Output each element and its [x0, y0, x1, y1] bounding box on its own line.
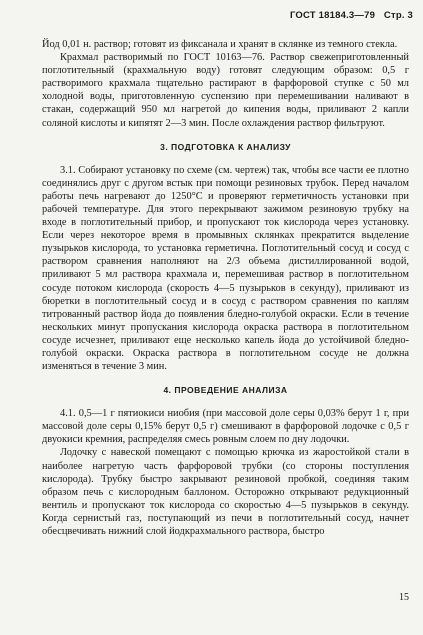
page-header	[284, 10, 413, 21]
paragraph-4-1: 4.1. 0,5—1 г пятиокиси ниобия (при массовой доле серы 0,03% берут 1 г, при массовой доле серы 0,15% берут 0,5 г) смешивают в фарфоровой лодочке с 0,5 г двуокиси кремния, распределяя смесь ровным слоем по дну лодочки.	[42, 408, 409, 446]
page-number: 15	[399, 592, 409, 603]
page-label: Стр. 3	[383, 10, 413, 21]
body-text	[42, 38, 409, 538]
section-heading-analysis: 4. ПРОВЕДЕНИЕ АНАЛИЗА	[163, 385, 288, 396]
section-heading-preparation: 3. ПОДГОТОВКА К АНАЛИЗУ	[160, 141, 291, 152]
standard-code: ГОСТ 18184.3—79	[289, 10, 376, 21]
paragraph-3-1: 3.1. Собирают установку по схеме (см. чертеж) так, чтобы все части ее плотно соединялись друг с другом встык при помощи резиновых трубок. Перед началом работы печь нагревают до 1250°С и проверяют герметичность установки при рабочей температуре. Для этого перекрывают зажимом резиновую трубку на входе в поглотительный прибор, и пропускают ток кислорода через установку. Если через некоторое время в промывных склянках прекратится выделение пузырьков кислорода, то установка герметична. Поглотительный сосуд и сосуд с раствором сравнения наполняют на 2/3 объема дистиллированной водой, приливают 5 мл раствора крахмала и, перемешивая раствор в поглотительном сосуде потоком кислорода (скорость 4—5 пузырьков в секунду), приливают из бюретки в поглотительный сосуд и в сосуд с раствором сравнения по каплям титрованный раствор йода до появления бледно-голубой окраски. Если в течение нескольких минут пропускания кислорода окраска раствора в поглотительном сосуде исчезнет, приливают еще несколько капель йода до устойчивой бледно-голубой окраски. Окраска раствора в поглотительном сосуде не должна изменяться в течение 3 мин.	[42, 164, 409, 373]
paragraph-iodine: Йод 0,01 н. раствор; готовят из фиксанала и хранят в склянке из темного стекла.	[42, 39, 398, 50]
paragraph-starch: Крахмал растворимый по ГОСТ 10163—76. Раствор свежеприготовленный поглотительный (крахмальную воду) готовят следующим образом: 0,5 г растворимого крахмала тщательно растирают в фарфоровой ступке с 50 мл холодной воды, приготовленную суспензию при перемешивании наливают в стакан, содержащий 950 мл нагретой до кипения воды, приливают 2 капли соляной кислоты и кипятят 2—3 мин. После охлаждения раствор фильтруют.	[42, 52, 409, 129]
paragraph-boat: Лодочку с навеской помещают с помощью крючка из жаростойкой стали в наиболее нагретую часть фарфоровой трубки (со стороны поступления кислорода). Трубку быстро закрывают резиновой пробкой, соединяя таким образом печь с кислородным баллоном. Осторожно открывают редукционный вентиль и пропускают ток кислорода со скоростью 4—5 пузырьков в секунду. Когда сернистый газ, поступающий из печи в поглотительный сосуд, начнет обесцвечивать нижний слой йодкрахмального раствора, быстро	[42, 447, 409, 537]
